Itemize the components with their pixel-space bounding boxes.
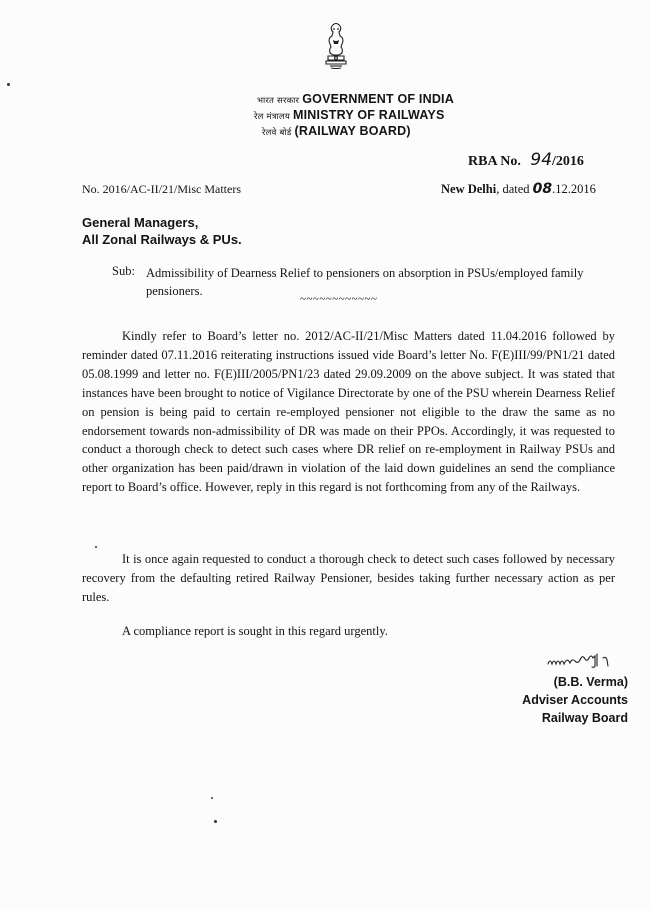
signatory-office: Railway Board [541,711,628,725]
body-paragraph-3: A compliance report is sought in this regard urgently. [122,624,388,638]
header-ministry-of-railways: MINISTRY OF RAILWAYS [293,108,445,122]
scan-speck [211,797,213,799]
scan-speck [7,83,10,86]
dated-label: , dated [496,182,530,196]
rba-year: /2016 [552,154,584,169]
signatory-designation: Adviser Accounts [522,693,628,707]
subject-label: Sub: [112,264,135,278]
header-hindi-board: रेलवे बोर्ड [262,128,292,138]
rba-handwritten-number: 94 [530,150,553,170]
header-railway-board: (RAILWAY BOARD) [294,124,411,138]
handwritten-signature [545,648,615,674]
header-hindi-government: भारत सरकार [257,96,300,106]
date-rest: .12.2016 [552,182,596,196]
body-paragraph-1: Kindly refer to Board’s letter no. 2012/AC-II/21/Misc Matters dated 11.04.2016 followed by reminder dated 07.11.2016 reiterating instructions issued vide Board’s letter No. F(E)III/99/PN1/21 dated 05.08.1999 and letter no. F(E)III/2005/PN1/23 dated 29.09.2009 on the above subject. It was stated that instances have been brought to notice of Vigilance Directorate by one of the PSU wherein Dearness Relief on pension is being paid to certain re-employed pensioner not eligible to the draw the same as no endorsement towards non-admissibility of DR was made on their PPOs. Accordingly, it was requested to conduct a thorough check to detect such cases where DR relief on re-employment in Railway PSUs and other organization has been paid/drawn in violation of the laid down guidelines an send the compliance report to Board’s office. However, reply in this regard is not forthcoming from any of the Railways. [82,329,615,495]
rba-label: RBA No. [468,154,521,169]
header-line-government [257,92,454,106]
addressee-line-1: General Managers, [82,215,199,230]
signatory-name: (B.B. Verma) [553,675,628,689]
header-line-board [262,124,411,138]
header-line-ministry [254,108,445,122]
subject-text: Admissibility of Dearness Relief to pensioners on absorption in PSUs/employed family pensioners. [146,266,584,298]
body-paragraph-2: It is once again requested to conduct a thorough check to detect such cases followed by necessary recovery from the defaulting retired Railway Pensioner, besides taking further necessary action as per rules. [82,552,615,604]
header-hindi-ministry: रेल मंत्रालय [254,112,291,122]
place-and-date [441,181,596,197]
scan-speck [95,546,97,548]
place: New Delhi [441,182,497,196]
scan-speck [214,820,217,823]
subject-separator: ~~~~~~~~~~~~ [300,293,378,305]
header-government-of-india: GOVERNMENT OF INDIA [302,92,454,106]
reference-number: No. 2016/AC-II/21/Misc Matters [82,182,241,196]
national-emblem-icon [318,20,354,72]
date-handwritten-day: 08 [532,181,553,197]
addressee-line-2: All Zonal Railways & PUs. [82,232,242,247]
rba-number [468,150,584,170]
